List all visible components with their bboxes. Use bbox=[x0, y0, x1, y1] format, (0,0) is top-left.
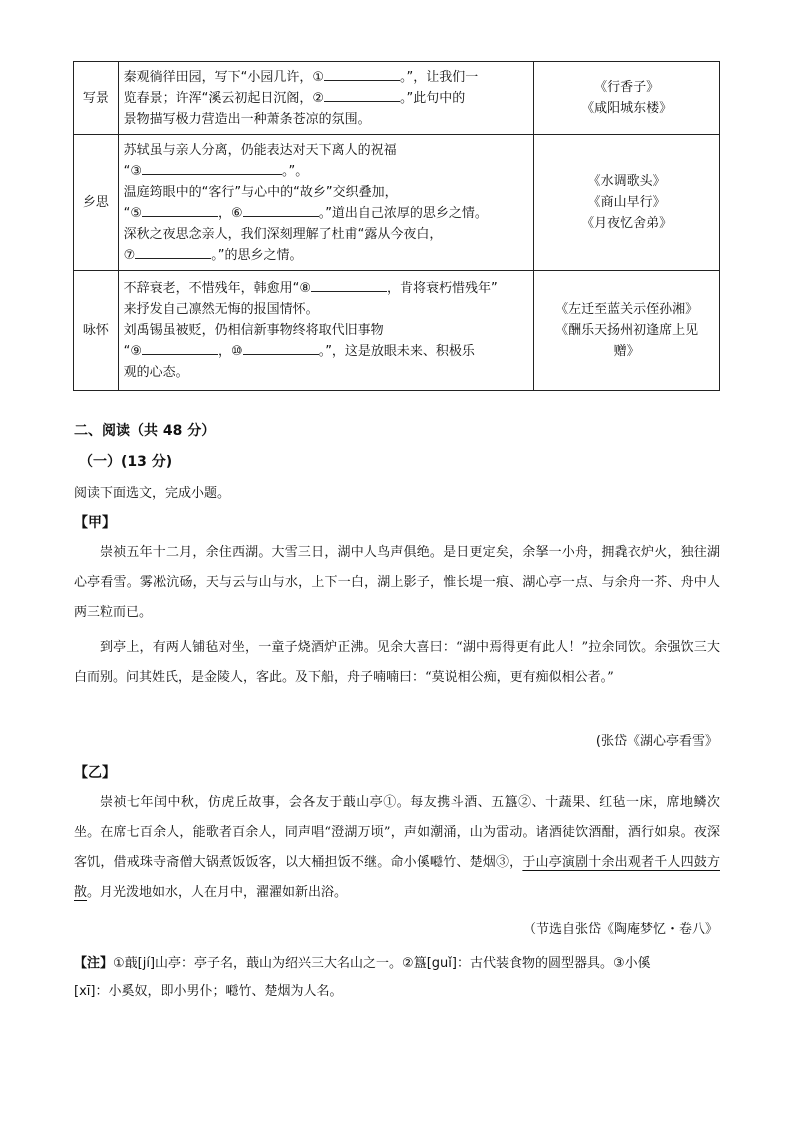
answer-blank[interactable] bbox=[324, 67, 400, 81]
content-cell: 苏轼虽与亲人分离，仍能表达对天下离人的祝福 “③ 。”。 温庭筠眼中的“客行”与心中的“故乡”交织叠加， “⑤ ，⑥ 。”道出自己浓厚的思乡之情。 深秋之夜思念亲人，我们深刻理解了杜甫“露从今夜白， ⑦ 。”的思乡之情。 bbox=[118, 135, 534, 271]
content-cell: 秦观徜徉田园，写下“小园几许，① 。”，让我们一 览春景；许浑“溪云初起日沉阁，② 。”此句中的 景物描写极力营造出一种萧条苍凉的氛围。 bbox=[118, 62, 534, 135]
content-cell: 不辞衰老，不惜残年，韩愈用“⑧ ，肯将衰朽惜残年” 来抒发自己凛然无悔的报国情怀。 刘禹锡虽被贬，仍相信新事物终将取代旧事物 “⑨ ，⑩ 。”，这是放眼未来、积极乐 观的心态。 bbox=[118, 271, 534, 391]
answer-blank[interactable] bbox=[243, 341, 319, 355]
answer-blank[interactable] bbox=[243, 203, 319, 217]
poem-titles-cell: 《左迁至蓝关示侄孙湘》 《酬乐天扬州初逢席上见 赠》 bbox=[534, 271, 720, 391]
passage-a-paragraph: 到亭上，有两人铺毡对坐，一童子烧酒炉正沸。见余大喜曰：“湖中焉得更有此人！”拉余同饮。余强饮三大白而别。问其姓氏，是金陵人，客此。及下船，舟子喃喃曰：“莫说相公痴，更有痴似相公者。” bbox=[74, 640, 720, 685]
passage-a-paragraph: 崇祯五年十二月，余住西湖。大雪三日，湖中人鸟声俱绝。是日更定矣，余拏一小舟，拥毳衣炉火，独往湖心亭看雪。雾凇沆砀，天与云与山与水，上下一白，湖上影子，惟长堤一痕、湖心亭一点、与余舟一芥、舟中人两三粒而已。 bbox=[74, 545, 720, 620]
instruction: 阅读下面选文，完成小题。 bbox=[74, 486, 231, 501]
answer-blank[interactable] bbox=[311, 278, 387, 292]
notes-tag: 【注】 bbox=[74, 956, 114, 971]
table-row bbox=[74, 135, 720, 271]
answer-blank[interactable] bbox=[324, 88, 400, 102]
subsection-title: （一）(13 分) bbox=[79, 454, 173, 470]
category-cell: 咏怀 bbox=[74, 271, 119, 391]
passage-b-source: （节选自张岱《陶庵梦忆・卷八》 bbox=[522, 922, 718, 937]
answer-blank[interactable] bbox=[142, 161, 282, 175]
table-row bbox=[74, 62, 720, 135]
category-cell: 乡思 bbox=[74, 135, 119, 271]
category-cell: 写景 bbox=[74, 62, 119, 135]
passage-a-text bbox=[74, 538, 720, 693]
poem-titles-cell: 《行香子》 《咸阳城东楼》 bbox=[534, 62, 720, 135]
passage-a-label: 【甲】 bbox=[74, 515, 116, 531]
answer-blank[interactable] bbox=[142, 341, 218, 355]
passage-b-label: 【乙】 bbox=[74, 765, 116, 781]
annotation-notes: 【注】①蕺[jí]山亭：亭子名，蕺山为绍兴三大名山之一。②簋[guǐ]：古代装食物的圆型器具。③小傒 [xī]：小奚奴，即小男仆；𡅯竹、楚烟为人名。 bbox=[74, 956, 651, 999]
poetry-fill-table bbox=[73, 61, 720, 391]
passage-a-source: (张岱《湖心亭看雪》 bbox=[595, 734, 718, 749]
answer-blank[interactable] bbox=[135, 245, 211, 259]
passage-b-paragraph: 崇祯七年闰中秋，仿虎丘故事，会各友于蕺山亭①。每友携斗酒、五簋②、十蔬果、红毡一床，席地鳞次坐。在席七百余人，能歌者百余人，同声唱“澄湖万顷”，声如潮涌，山为雷动。诸酒徒饮酒酣，酒行如泉。夜深客饥，借戒珠寺斋僧大锅煮饭饭客，以大桶担饭不继。命小傒𡅯竹、楚烟③，于山亭演剧十余出观者千人四鼓方散。月光泼地如水，人在月中，濯濯如新出浴。 bbox=[74, 795, 720, 900]
section-title: 二、阅读（共 48 分） bbox=[74, 423, 216, 439]
poem-titles-cell: 《水调歌头》 《商山早行》 《月夜忆舍弟》 bbox=[534, 135, 720, 271]
underlined-sentence: 于山亭演剧十余出观者千人四鼓方散 bbox=[74, 855, 720, 900]
passage-b-text bbox=[74, 788, 720, 908]
answer-blank[interactable] bbox=[142, 203, 218, 217]
table-row bbox=[74, 271, 720, 391]
